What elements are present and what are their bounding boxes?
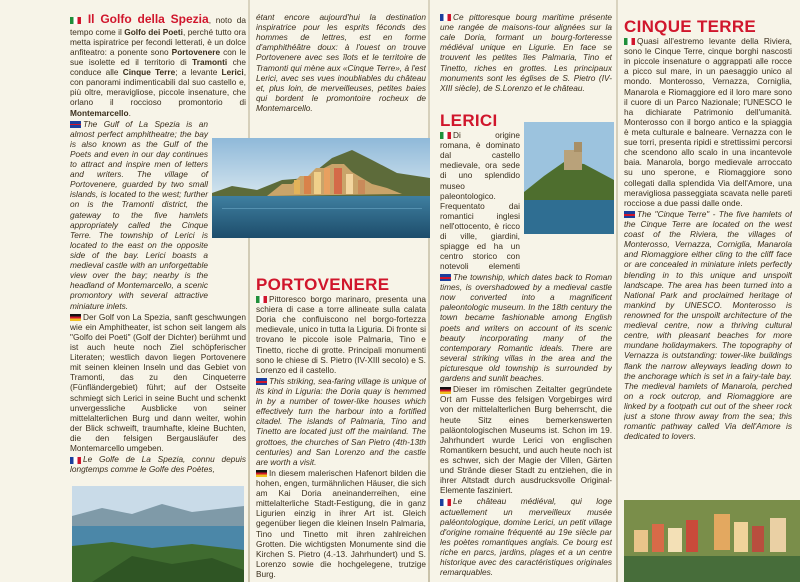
- text-portovenere-de: In diesem malerischen Hafenort bilden die hohen, engen, turmähnlichen Häuser, die sich am Kai Doria aneinanderreihen, eine mittelalterliche Stadt-Festigung, die in ganz Ligurien einzig in ihrer Art ist. Gleich gegenüber liegen die kleinen Inseln Palmaria, Tino und Tinetto mit ihren zahlreichen Grotten. Die wichtigsten Monumente sind die Kirchen S. Pietro (4.-13. Jahrhundert) und S. Lorenzo sowie die hochgelegene, trutzige Burg.: [256, 467, 426, 579]
- column-golfo: Il Golfo della Spezia, noto da tempo come il Golfo dei Poeti, perché tutto ora metta ispiratrice per fecondi letterati, è un dolce anfiteatro: a ponente sono Portovenere con le sue isolette ed il territorio di Tramonti che conduce alle Cinque Terre; a levante Lerici, con panorami indimenticabili dal suo castello e, più oltre, meravigliose, piccole insenature, che orlano il roccioso promontorio di Montemarcello. The Gulf of La Spezia is an almost perfect amphitheatre; the bay is also known as the Gulf of the Poets and even in our day continues to attract and inspire men of letters and writers. The village of Portovenere, guarded by two small islands, is located to the west; further on is the Tramonti district, the gateway to the five hamlets appropriately called the Cinque Terre. The township of Lerici is located to the east on the opposite side of the bay. Lerici boasts a medieval castle with an unforgettable view over the bay; nearby is the headland of Montemarcello, a scenic promontory with several attractive miniature inlets. Der Golf von La Spezia, sanft geschwungen wie ein Amphitheater, ist schon seit langem als "Golfo dei Poeti" (Golf der Dichter) berühmt und ist auch heute noch Ziel schöpferischer Literaten; westlich davon liegen Portovenere mit seinen kleinen Inseln und das Gebiet von Tramonti, das zu den Cinqueterre (Fünfländergebiet) führt; auf der Ostseite schmiegt sich Lerici in seine Bucht und schenkt unvergessliche Ausblicke von seiner mittelalterlichen Burg und dann weiter, wohin der Blick schweift, traumhafte, kleine Buchten, die den felsigen Bergausläufer des Montemarcello umgeben. Le Golfe de La Spezia, connu depuis longtemps comme le Golfe des Poètes,: [70, 12, 246, 475]
- heading-lerici: LERICI: [440, 112, 498, 130]
- german-flag-icon: [440, 387, 451, 394]
- cinque-terre-image: [624, 500, 800, 582]
- portovenere-image: [212, 138, 430, 238]
- heading-golfo: Il Golfo della Spezia: [87, 12, 209, 26]
- column-lerici: [440, 12, 612, 112]
- italian-flag-icon: [624, 38, 635, 45]
- text-lerici-de: Dieser im römischen Zeitalter gegründete Ort am Fusse des felsigen Vorgebirges wird von der mittelalterlichen Burg beherrscht, die heute Sitz eines bemerkenswerten paläontologischen Museums ist. Schon im 19. Jahrhundert wurde Lerici von englischen Romantikern besucht, und auch heute noch ist es schwer, sich der Magie der Villen, Gärten und Strände dieser Stadt zu entziehen, die in ihrer Altstadt durch ausdrucksvolle Original-Elemente fasziniert.: [440, 384, 612, 496]
- text-portovenere-it: Pittoresco borgo marinaro, presenta una schiera di case a torre allineate sulla calata Doria che confluiscono nel borgo-fortezza medievale, unico in tutta la Liguria. Di fronte si trovano le piccole isole Palmaria, Tino e Tinetto, ricche di grotte. Principali monumenti sono le chiese di S. Pietro (IV-XIII secolo) e S. Lorenzo ed il castello.: [256, 294, 426, 375]
- gulf-image: [72, 486, 244, 582]
- text-golfo-en: The Gulf of La Spezia is an almost perfect amphitheatre; the bay is also known as the Gulf of the Poets and even in our day continues to attract and inspire men of letters and writers. The village of Portovenere, guarded by two small islands, is located to the west; further on is the Tramonti district, the gateway to the five hamlets appropriately called the Cinque Terre. The township of Lerici is located to the east on the opposite side of the bay. Lerici boasts a medieval castle with an unforgettable view over the bay; nearby is the headland of Montemarcello, a scenic promontory with several attractive miniature inlets.: [70, 118, 208, 311]
- text-portovenere-fr: Ce pittoresque bourg maritime présente une rangée de maisons-tour alignées sur la cale Doria, formant un bourg-forteresse médiéval unique en Ligurie. En face se trouvent les petites îles Palmaria, Tino et Tinetto, riches en grottes. Les principaux monuments sont les églises de S. Pietro (IV-XIII siècle), de S.Lorenzo et le château.: [440, 12, 612, 93]
- page-fold: [248, 0, 250, 582]
- british-flag-icon: [624, 211, 635, 218]
- column-portovenere: [256, 12, 426, 136]
- italian-flag-icon: [256, 296, 267, 303]
- lerici-castle-image: [524, 122, 614, 234]
- german-flag-icon: [70, 314, 81, 321]
- column-lerici-body: [440, 272, 612, 582]
- french-flag-icon: [70, 457, 81, 464]
- column-portovenere-body: [256, 276, 426, 582]
- photo-gulf: [72, 486, 244, 582]
- heading-portovenere: PORTOVENERE: [256, 276, 390, 294]
- page-fold: [616, 0, 618, 582]
- text-golfo-fr: Le Golfe de La Spezia, connu depuis longtemps comme le Golfe des Poètes,: [70, 454, 246, 475]
- text-lerici-fr: Le château médiéval, qui loge actuellement un merveilleux musée paléontologique, domine Lerici, un petit village d'origine romaine fréquenté au 19e siècle par les poètes romantiques anglais. Ce bourg est riche en parcs, jardins, plages et a un centre historique avec des caractéristiques originales remarquables.: [440, 496, 612, 578]
- french-flag-icon: [440, 499, 451, 506]
- text-lerici-it: Di origine romana, è dominato dal castello medievale, ora sede di uno splendido museo paleontologico. Frequentato dai romantici inglesi nell'ottocento, è ricco di ville, giardini, spiagge ed ha un centro storico con notevoli elementi: [440, 130, 520, 272]
- text-cinque-terre-en: The "Cinque Terre" - The five hamlets of the Cinque Terre are located on the west coast of the Riviera, the villages of Monterosso, Vernazza, Corniglia, Manarola and Riomaggiore either cling to the cliff face or are concealed in miniature inlets perfectly blending in to this unique and unspoilt landscape. The area has been turned into a National Park and proclaimed heritage of mankind by UNESCO. Monterosso is renowned for the unspoilt architecture of the medieval centre, now a thriving cultural centre, with pleasant beaches for more mundane holidaymakers. The topography of Vernazza is outstanding: tower-like buildings flank the narrow alleyways leading down to the anchorage which is set in a fairy-tale bay. The medieval hamlets of Manarola, perched on a rock outcrop, and Riomaggiore are linked by a footpath cut out of the sheer rock just a stone throw away from the sea; this romantic pathway called Via dell'Amore is dedicated to lovers.: [624, 208, 792, 442]
- french-flag-icon: [440, 14, 451, 21]
- column-lerici-it: [440, 130, 520, 272]
- british-flag-icon: [440, 274, 451, 281]
- photo-lerici: [524, 122, 614, 234]
- heading-cinque-terre: CINQUE TERRE: [624, 18, 757, 36]
- german-flag-icon: [256, 470, 267, 477]
- italian-flag-icon: [440, 132, 451, 139]
- italian-flag-icon: [70, 17, 81, 24]
- text-golfo-fr-cont: étant encore aujourd'hui la destination inspiratrice pour les esprits féconds des hommes de lettres, est en forme d'amphithéâtre doux: à l'ouest on trouve Portovenere avec ses îlots et le territoire de Tramonti qui mène aux «Cinque Terre», à l'est Lerici, avec ses vues inoubliables du château et, plus loin, de merveilleuses, petites baies qui bordent le promontoire rocheux de Montemarcello.: [256, 12, 426, 113]
- british-flag-icon: [70, 121, 81, 128]
- column-cinque-terre: [624, 18, 792, 498]
- text-golfo-de: Der Golf von La Spezia, sanft geschwungen wie ein Amphitheater, ist schon seit langem als "Golfo dei Poeti" (Golf der Dichter) berühmt und ist auch heute noch Ziel schöpferischer Literaten; westlich davon liegen Portovenere mit seinen kleinen Inseln und das Gebiet von Tramonti, das zu den Cinqueterre (Fünfländergebiet) führt; auf der Ostseite schmiegt sich Lerici in seine Bucht und schenkt unvergessliche Ausblicke von seiner mittelalterlichen Burg und dann weiter, wohin der Blick schweift, traumhafte, kleine Buchten, die den felsigen Bergausläufer des Montemarcello umgeben.: [70, 311, 246, 454]
- british-flag-icon: [256, 378, 267, 385]
- page-fold: [428, 0, 430, 582]
- text-portovenere-en: This striking, sea-faring village is unique of its kind in Liguria: the Doria quay is hemmed in by a number of tower-like houses which effectively turn the harbour into a fortified citadel. The islands of Palmaria, Tino and Tinetto are located just off the mainland. The grottoes, the churches of San Pietro (4th-13th centuries) and San Lorenzo and the castle are worth a visit.: [256, 375, 426, 467]
- text-lerici-en: The township, which dates back to Roman times, is overshadowed by a medieval castle now converted into a magnificent paleontologic museum. In the 18th century the town became fashionable among English poets and writers on account of its scenic beauty incorporating many of the contemporary Romantic ideals. There are several striking villas in the area and the picturesque old township is surrounded by gardens and sunlit beaches.: [440, 272, 612, 384]
- photo-portovenere: [212, 138, 430, 238]
- photo-cinque-terre: [624, 500, 800, 582]
- text-cinque-terre-it: Quasi all'estremo levante della Riviera, sono le Cinque Terre, cinque borghi nascosti in piccole insenature o aggrappati alle rocce a picco sul mare, in un paesaggio unico al mondo. Monterosso, Vernazza, Corniglia, Manarola e Riomaggiore ed il loro mare sono il cuore di un Parco Nazionale; l'UNESCO le ha dichiarate Patrimonio dell'umanità. Monterosso con il borgo antico e la spiaggia è meta culturale e balneare. Vernazza con le sue torri, presenta ripidi e strettissimi percorsi che scendono allo scalo in una incantevole baia. Manarola, borgo medievale arroccato su uno sperone, e Riomaggiore sono collegati dalla splendida Via dell'Amore, una meravigliosa passeggiata scavata nelle pareti rocciose a due passi dalle onde.: [624, 36, 792, 208]
